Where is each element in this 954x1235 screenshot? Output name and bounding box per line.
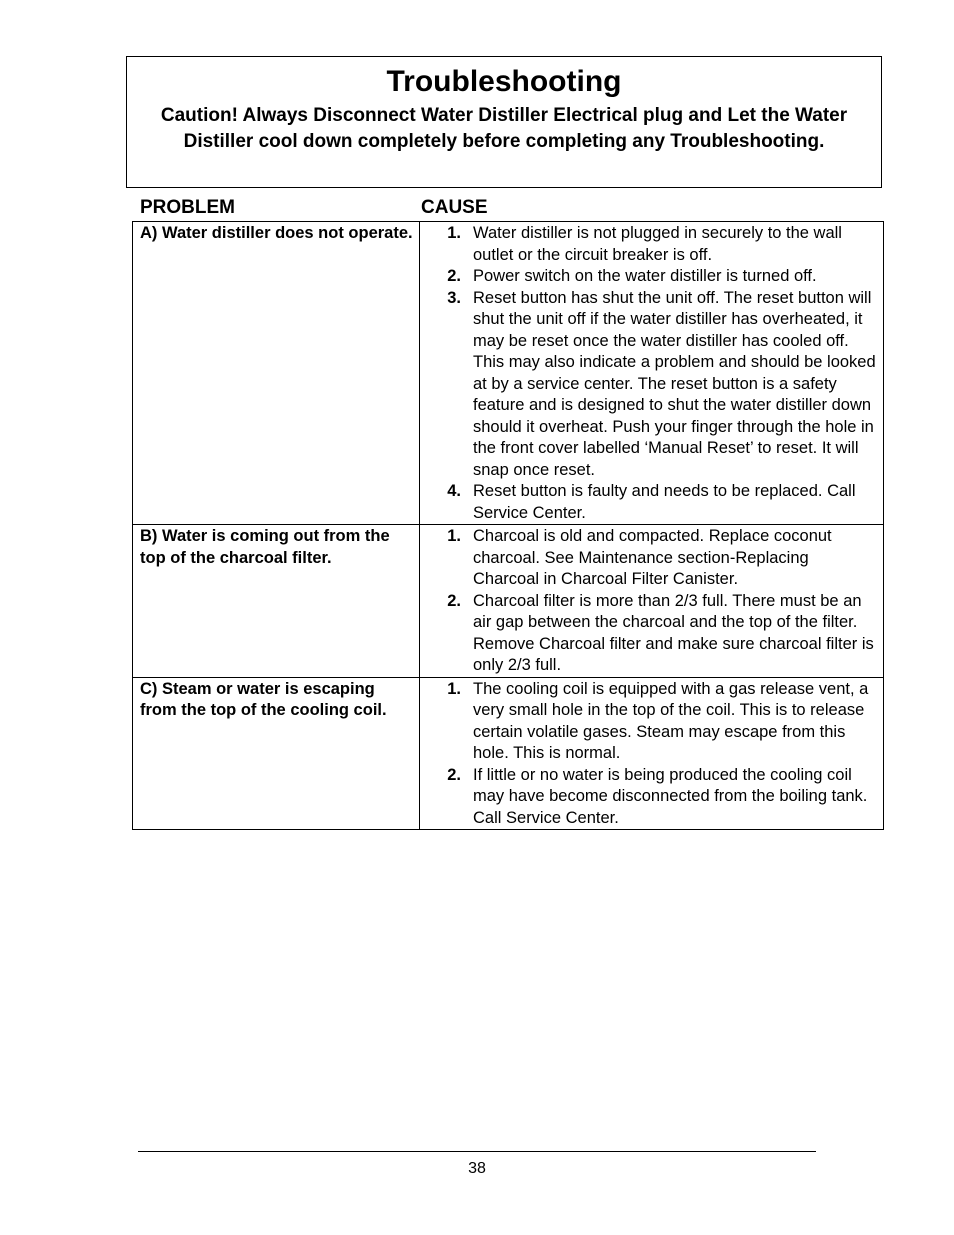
cause-number: 3.: [447, 288, 461, 307]
list-item: [420, 591, 879, 677]
table-row: [133, 222, 884, 525]
cause-text: Charcoal filter is more than 2/3 full. There must be an air gap between the charcoal and the top of the filter. Remove Charcoal filter and make sure charcoal filter is only 2/3 full.: [473, 591, 874, 674]
cause-number: 1.: [447, 527, 461, 545]
cause-number: 2.: [447, 765, 461, 784]
problem-cell: C) Steam or water is escaping from the top of the cooling coil.: [133, 677, 420, 830]
table-row: [133, 677, 884, 830]
list-item: [420, 288, 879, 482]
list-item: [420, 765, 879, 830]
footer-divider: [138, 1151, 816, 1152]
cause-column-header: CAUSE: [421, 197, 488, 218]
page-number: 38: [468, 1160, 486, 1177]
problem-cell: B) Water is coming out from the top of the charcoal filter.: [133, 525, 420, 678]
cause-number: 1.: [447, 679, 461, 698]
title-box: [126, 56, 882, 188]
cause-text: Water distiller is not plugged in securely to the wall outlet or the circuit breaker is off.: [473, 224, 842, 264]
list-item: [420, 223, 879, 266]
caution-text: Caution! Always Disconnect Water Distiller Electrical plug and Let the Water Distiller cool down completely before completing any Troubleshooting.: [160, 105, 848, 152]
cause-number: 2.: [447, 267, 461, 285]
cause-cell: [420, 525, 884, 678]
problem-column-header: PROBLEM: [140, 197, 235, 218]
list-item: [420, 679, 879, 765]
cause-cell: [420, 222, 884, 525]
cause-number: 2.: [447, 591, 461, 610]
list-item: [420, 481, 879, 524]
cause-text: The cooling coil is equipped with a gas release vent, a very small hole in the top of the coil. This is to release certain volatile gases. Steam may escape from this hole. This is normal.: [473, 679, 869, 762]
troubleshooting-table: [132, 221, 884, 830]
problem-cell: A) Water distiller does not operate.: [133, 222, 420, 525]
cause-text: Reset button has shut the unit off. The reset button will shut the unit off if the water distiller has overheated, it may be reset once the water distiller has cooled off. This may also indicate a problem and should be looked at by a service center. The reset button is a safety feature and is designed to shut the water distiller down should it overheat. Push your finger through the hole in the front cover labelled ‘Manual Reset’ to reset. It will snap once reset.: [473, 288, 876, 479]
list-item: [420, 526, 879, 591]
list-item: [420, 266, 879, 288]
cause-list: [420, 526, 879, 677]
cause-text: Power switch on the water distiller is turned off.: [473, 267, 817, 285]
cause-list: [420, 679, 879, 830]
cause-list: [420, 223, 879, 524]
cause-number: 1.: [447, 224, 461, 242]
cause-text: Charcoal is old and compacted. Replace coconut charcoal. See Maintenance section-Replacing Charcoal in Charcoal Filter Canister.: [473, 527, 832, 588]
table-row: [133, 525, 884, 678]
page-title: Troubleshooting: [386, 65, 622, 98]
cause-text: If little or no water is being produced the cooling coil may have become disconnected from the boiling tank. Call Service Center.: [473, 765, 868, 827]
cause-number: 4.: [447, 482, 461, 500]
cause-text: Reset button is faulty and needs to be replaced. Call Service Center.: [473, 482, 856, 522]
cause-cell: [420, 677, 884, 830]
